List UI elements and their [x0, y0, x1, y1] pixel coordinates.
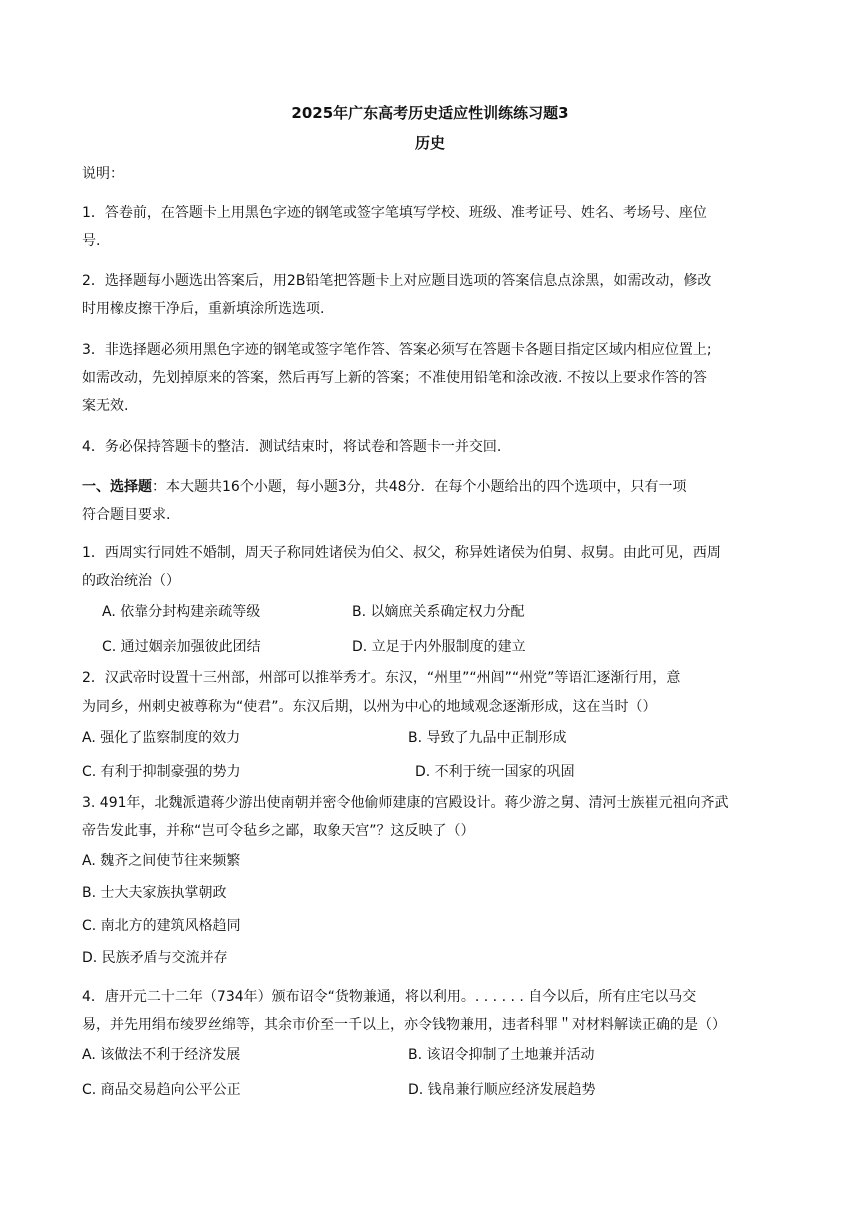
question-1-stem-line-1: 1．西周实行同姓不婚制，周天子称同姓诸侯为伯父、叔父，称异姓诸侯为伯舅、叔舅。由此可见，西周	[82, 545, 721, 561]
section-label: 一、选择题	[82, 479, 152, 495]
exam-subject: 历史	[414, 134, 445, 152]
instructions-heading: 说明：	[82, 166, 124, 182]
instruction-1-line-1: 1．答卷前，在答题卡上用黑色字迹的钢笔或签字笔填写学校、班级、准考证号、姓名、考场号、座位	[82, 205, 707, 221]
question-1-option-d: D. 立足于内外服制度的建立	[352, 639, 526, 655]
instruction-2-line-1: 2．选择题每小题选出答案后，用2B铅笔把答题卡上对应题目选项的答案信息点涂黑，如需改动，修改	[82, 273, 712, 289]
question-2-option-a: A. 强化了监察制度的效力	[82, 730, 241, 746]
instruction-3-line-3: 案无效.	[82, 398, 129, 414]
question-4-stem-line-2: 易，并先用绢布绫罗丝绵等，其余市价至一千以上，亦令钱物兼用，违者科罪＂对材料解读正确的是（）	[82, 1017, 726, 1033]
question-3-stem-line-1: 3. 491年，北魏派遣蒋少游出使南朝并密令他偷师建康的宫殿设计。蒋少游之舅、清河士族崔元祖向齐武	[82, 795, 729, 811]
question-2-stem-line-1: 2．汉武帝时设置十三州部，州部可以推举秀才。东汉，“州里”“州闾”“州党”等语汇逐渐行用，意	[82, 670, 681, 686]
question-3-stem-line-2: 帝告发此事，并称“岂可令毡乡之鄙，取象天宫”？这反映了（）	[82, 823, 475, 839]
question-4-stem-line-1: 4．唐开元二十二年（734年）颁布诏令“货物兼通，将以利用。. . . . . . 自今以后，所有庄宅以马交	[82, 989, 697, 1005]
instruction-4-line-1: 4．务必保持答题卡的整洁．测试结束时，将试卷和答题卡一并交回.	[82, 439, 502, 455]
question-4-option-c: C. 商品交易趋向公平公正	[82, 1082, 241, 1098]
instruction-3-line-2: 如需改动，先划掉原来的答案，然后再写上新的答案；不准使用铅笔和涂改液. 不按以上要求作答的答	[82, 370, 707, 386]
section-heading-line	[82, 478, 687, 496]
question-2-option-d: D. 不利于统一国家的巩固	[415, 764, 575, 780]
question-2-stem-line-2: 为同乡，州刺史被尊称为“使君”。东汉后期，以州为中心的地域观念逐渐形成，这在当时（）	[82, 699, 657, 715]
instruction-2-line-2: 时用橡皮擦干净后，重新填涂所选选项.	[82, 301, 325, 317]
question-4-option-a: A. 该做法不利于经济发展	[82, 1047, 241, 1063]
question-1-option-b: B. 以嫡庶关系确定权力分配	[352, 604, 525, 620]
question-3-option-a: A. 魏齐之间使节往来频繁	[82, 853, 241, 869]
question-1-option-c: C. 通过姻亲加强彼此团结	[102, 639, 261, 655]
section-description-line-2: 符合题目要求.	[82, 507, 171, 523]
question-1-option-a: A. 依靠分封构建亲疏等级	[102, 604, 261, 620]
instruction-3-line-1: 3．非选择题必须用黑色字迹的钢笔或签字笔作答、答案必须写在答题卡各题目指定区域内相应位置上;	[82, 342, 712, 358]
instruction-1-line-2: 号.	[82, 233, 101, 249]
section-description: ：本大题共16个小题，每小题3分，共48分．在每个小题给出的四个选项中，只有一项	[152, 479, 687, 495]
question-1-stem-line-2: 的政治统治（）	[82, 573, 180, 589]
question-4-option-d: D. 钱帛兼行顺应经济发展趋势	[408, 1082, 596, 1098]
exam-title: 2025年广东高考历史适应性训练练习题3	[291, 104, 569, 122]
question-3-option-c: C. 南北方的建筑风格趋同	[82, 918, 241, 934]
question-2-option-b: B. 导致了九品中正制形成	[408, 730, 567, 746]
question-2-option-c: C. 有利于抑制豪强的势力	[82, 764, 241, 780]
question-4-option-b: B. 该诏令抑制了土地兼并活动	[408, 1047, 595, 1063]
question-3-option-d: D. 民族矛盾与交流并存	[82, 950, 228, 966]
question-3-option-b: B. 士大夫家族执掌朝政	[82, 885, 227, 901]
